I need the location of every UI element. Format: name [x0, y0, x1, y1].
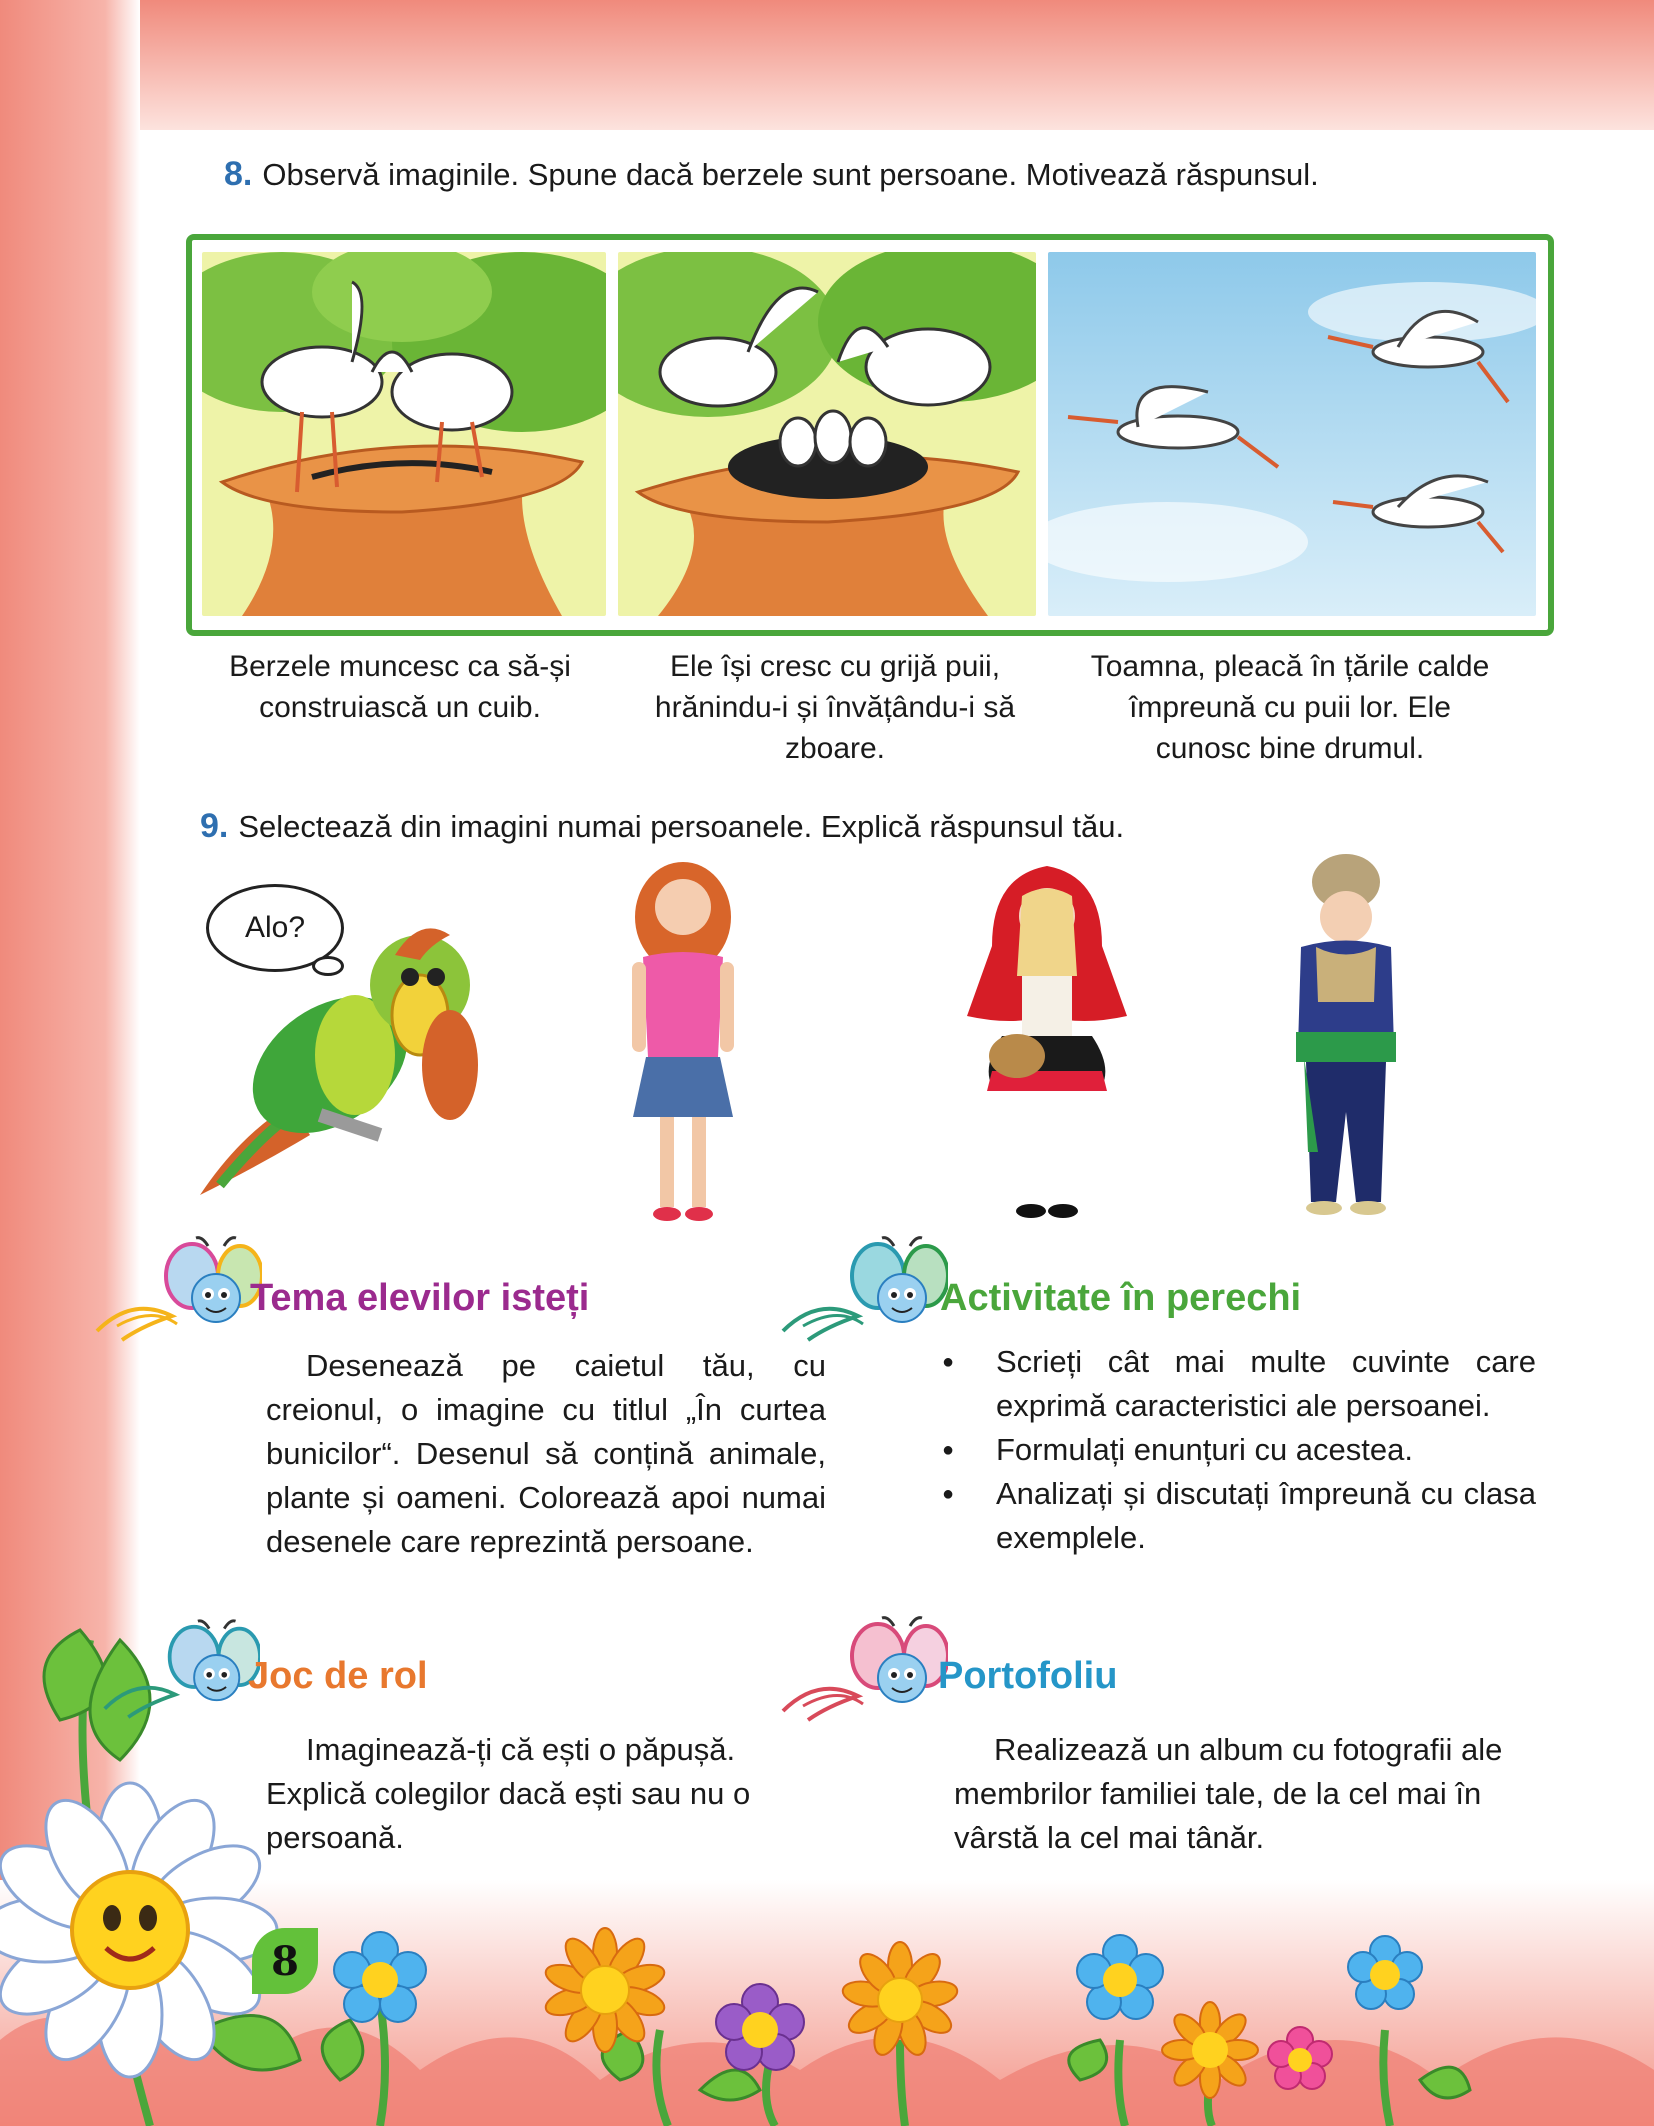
exercise-8-number: 8. [224, 155, 253, 193]
girl-red-hair-image[interactable] [618, 862, 748, 1232]
butterfly-icon [778, 1236, 948, 1346]
exercise-9-text: Selectează din imagini numai persoanele. Explică răspunsul tău. [238, 809, 1125, 844]
list-item: ● Analizați și discutați împreună cu clasa exemplele. [942, 1472, 1536, 1560]
exercise-8-text: Observă imaginile. Spune dacă berzele sunt persoane. Motivează răspunsul. [262, 157, 1319, 192]
caption-flying-south: Toamna, pleacă în țările calde împreună cu puii lor. Ele cunosc bine drumul. [1090, 650, 1490, 765]
parrot-image[interactable] [180, 905, 480, 1205]
storks-feeding-chicks-image [618, 252, 1036, 616]
girl-red-hood-image[interactable] [962, 866, 1132, 1226]
butterfly-icon [100, 1616, 260, 1726]
list-item: ● Formulați enunțuri cu acestea. [942, 1428, 1536, 1472]
butterfly-icon [92, 1236, 262, 1346]
storks-flying-image [1048, 252, 1536, 616]
portofoliu-paragraph: Realizează un album cu fotografii ale membrilor familiei tale, de la cel mai în vârstă la cel mai tânăr. [954, 1732, 1503, 1855]
tema-paragraph: Desenează pe caietul tău, cu creionul, o imagine cu titlul „În curtea bunicilor“. Desenul să conțină animale, plante și oameni. Colorează apoi numai desenele care reprezintă persoane. [266, 1348, 826, 1559]
tema-text [266, 1344, 826, 1564]
exercise-9-number: 9. [200, 807, 229, 845]
caption-building-nest: Berzele muncesc ca să-și construiască un cuib. [229, 650, 571, 724]
activitate-title: Activitate în perechi [940, 1277, 1302, 1319]
tema-title: Tema elevilor isteți [250, 1277, 590, 1319]
boy-costume-image[interactable] [1276, 852, 1416, 1232]
speech-bubble: Alo? [206, 884, 344, 972]
stork-picture-strip [186, 234, 1554, 636]
storks-building-nest-image [202, 252, 606, 616]
butterfly-icon [778, 1616, 948, 1726]
joc-text [266, 1728, 806, 1860]
joc-title: Joc de rol [248, 1655, 428, 1697]
joc-paragraph: Imaginează-ți că ești o păpușă. Explică colegilor dacă ești sau nu o persoană. [266, 1732, 751, 1855]
portofoliu-title: Portofoliu [938, 1655, 1118, 1697]
exercise-8-instruction [224, 154, 1524, 195]
exercise-9-instruction [200, 806, 1500, 847]
activitate-list [942, 1340, 1536, 1560]
page-number: 8 [252, 1928, 318, 1994]
portofoliu-text [954, 1728, 1544, 1860]
list-item: ● Scrieți cât mai multe cuvinte care exprimă caracteristici ale persoanei. [942, 1340, 1536, 1428]
caption-feeding-chicks: Ele își cresc cu grijă puii, hrănindu-i și învățându-i să zboare. [654, 650, 1016, 765]
